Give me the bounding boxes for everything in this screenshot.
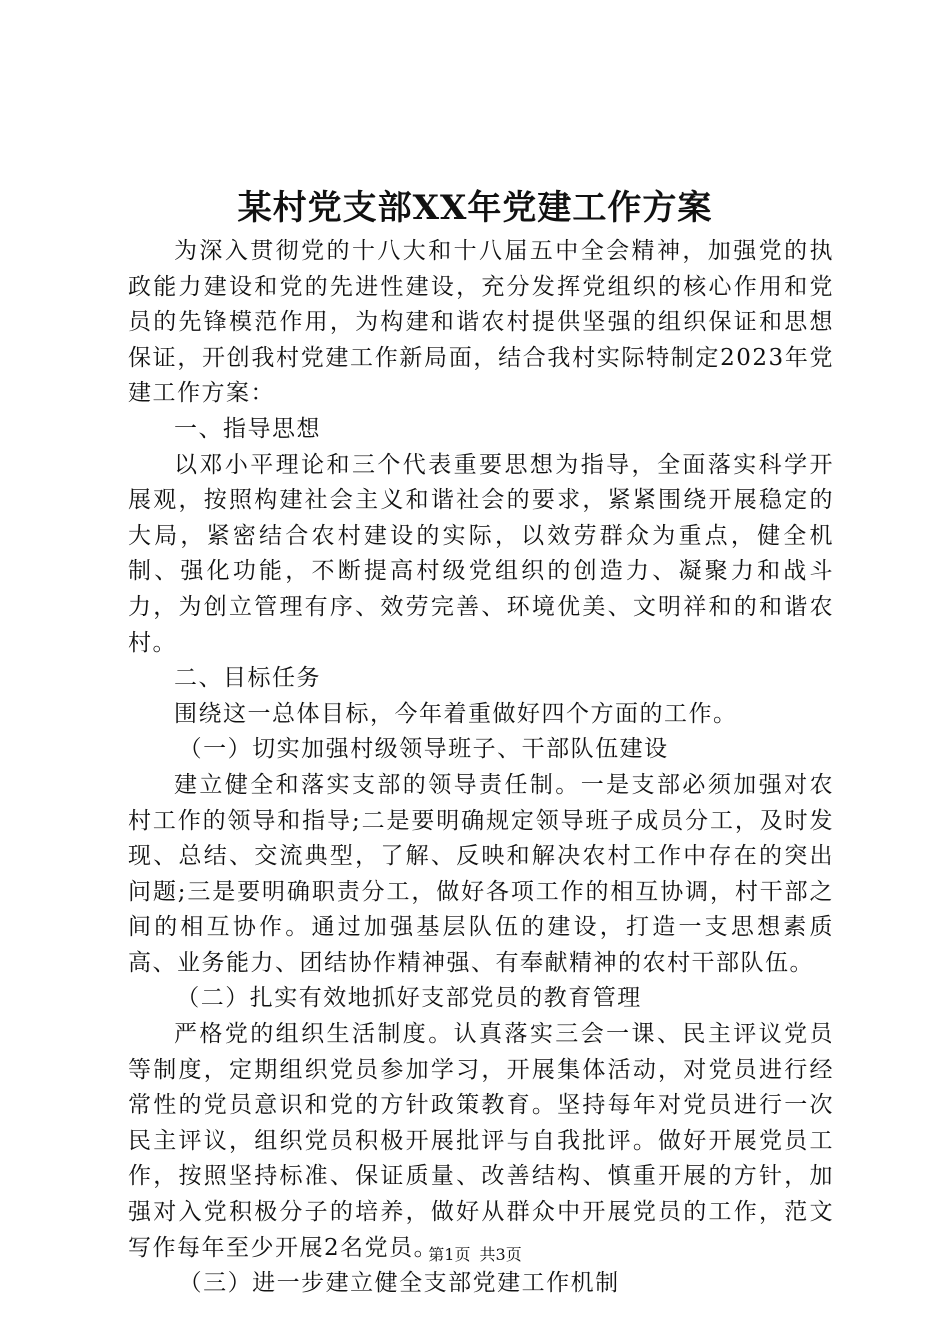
subheading-education: （二）扎实有效地抓好支部党员的教育管理 bbox=[176, 985, 642, 1012]
paragraph-goals-tasks: 围绕这一总体目标，今年着重做好四个方面的工作。 bbox=[174, 700, 738, 727]
page-number: 第1页 bbox=[428, 1245, 471, 1264]
document-title: 某村党支部XX年党建工作方案 bbox=[237, 188, 713, 228]
paragraph-education: 严格党的组织生活制度。认真落实三会一课、民主评议党员等制度，定期组织党员参加学习，开展集体活动，对党员进行经常性的党员意识和党的方针政策教育。坚持每年对党员进行一次民主评议，组织党员积极开展批评与自我批评。做好开展党员工作，按照坚持标准、保证质量、改善结构、慎重开展的方针，加强对入党积极分子的培养，做好从群众中开展党员的工作，范文写作每年至少开展2名党员。 bbox=[128, 1021, 834, 1261]
paragraph-guiding-ideology: 以邓小平理论和三个代表重要思想为指导，全面落实科学开展观，按照构建社会主义和谐社会的要求，紧紧围绕开展稳定的大局，紧密结合农村建设的实际，以效劳群众为重点，健全机制、强化功能，不断提高村级党组织的创造力、凝聚力和战斗力，为创立管理有序、效劳完善、环境优美、文明祥和的和谐农村。 bbox=[128, 451, 834, 656]
subheading-mechanism: （三）进一步建立健全支部党建工作机制 bbox=[178, 1270, 620, 1297]
heading-goals-tasks: 二、目标任务 bbox=[174, 665, 321, 692]
heading-guiding-ideology: 一、指导思想 bbox=[174, 415, 321, 442]
paragraph-intro: 为深入贯彻党的十八大和十八届五中全会精神，加强党的执政能力建设和党的先进性建设，充分发挥党组织的核心作用和党员的先锋模范作用，为构建和谐农村提供坚强的组织保证和思想保证，开创我村党建工作新局面，结合我村实际特制定2023年党建工作方案： bbox=[128, 238, 834, 407]
page-total: 共3页 bbox=[479, 1245, 522, 1264]
document-body bbox=[128, 234, 834, 1302]
subheading-leadership: （一）切实加强村级领导班子、干部队伍建设 bbox=[178, 736, 669, 763]
paragraph-leadership: 建立健全和落实支部的领导责任制。一是支部必须加强对农村工作的领导和指导;二是要明确规定领导班子成员分工，及时发现、总结、交流典型，了解、反映和解决农村工作中存在的突出问题;三是要明确职责分工，做好各项工作的相互协调，村干部之间的相互协作。通过加强基层队伍的建设，打造一支思想素质高、业务能力、团结协作精神强、有奉献精神的农村干部队伍。 bbox=[128, 771, 834, 976]
page-footer bbox=[0, 1244, 950, 1266]
